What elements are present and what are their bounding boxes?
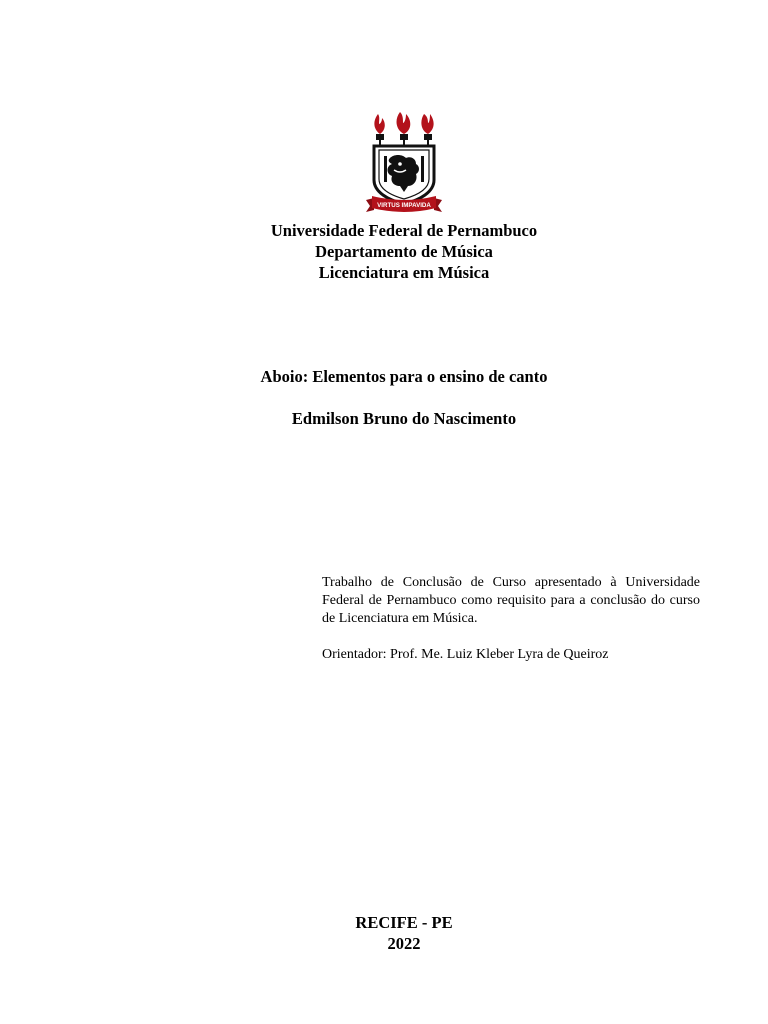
- work-title: Aboio: Elementos para o ensino de canto: [260, 367, 548, 386]
- city-state: RECIFE - PE: [355, 913, 453, 932]
- year: 2022: [387, 934, 421, 953]
- department-name: Departamento de Música: [315, 242, 493, 261]
- university-crest-logo: [364, 110, 444, 218]
- author-name: Edmilson Bruno do Nascimento: [291, 409, 517, 428]
- institution-header: [0, 220, 768, 283]
- shield: [374, 146, 434, 204]
- work-description: Trabalho de Conclusão de Curso apresentado à Universidade Federal de Pernambuco como requisito para a conclusão do curso de Licenciatura em Música.: [322, 575, 700, 626]
- university-name: Universidade Federal de Pernambuco: [270, 221, 538, 240]
- program-name: Licenciatura em Música: [318, 263, 490, 282]
- torch-flames: [374, 112, 433, 146]
- footer: [0, 912, 768, 954]
- motto-text: VIRTUS IMPAVIDA: [377, 202, 431, 209]
- advisor-line: Orientador: Prof. Me. Luiz Kleber Lyra de Queiroz: [322, 647, 609, 662]
